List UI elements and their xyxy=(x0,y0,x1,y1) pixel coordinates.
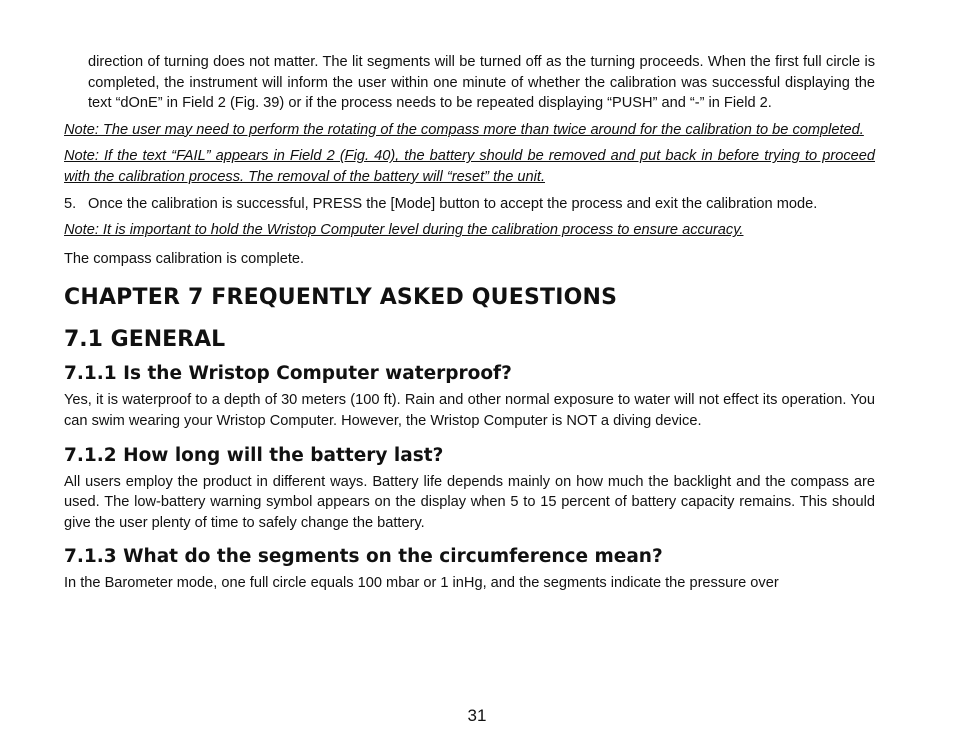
step-5 xyxy=(64,194,875,215)
note-level: Note: It is important to hold the Wristop Computer level during the calibration process to ensure accuracy. xyxy=(64,222,744,239)
note-fail: Note: If the text “FAIL” appears in Field 2 (Fig. 40), the battery should be removed and put back in before trying to proceed with the calibration process. The removal of the battery will “reset” the unit. xyxy=(64,148,875,185)
subsection-body-waterproof: Yes, it is waterproof to a depth of 30 meters (100 ft). Rain and other normal exposure to water will not effect its operation. You can swim wearing your Wristop Computer. However, the Wristop Computer is NOT a diving device. xyxy=(64,392,875,429)
subsection-body-segments: In the Barometer mode, one full circle equals 100 mbar or 1 inHg, and the segments indicate the pressure over xyxy=(64,575,779,592)
note-rotation: Note: The user may need to perform the rotating of the compass more than twice around for the calibration to be completed. xyxy=(64,121,864,138)
page-number: 31 xyxy=(467,706,487,725)
intro-paragraph: direction of turning does not matter. The lit segments will be turned off as the turning proceeds. When the first full circle is completed, the instrument will inform the user within one minute of whether the calibration was successful displaying the text “dOnE” in Field 2 (Fig. 39) or if the process needs to be repeated displaying “PUSH” and “-” in Field 2. xyxy=(88,54,875,112)
subsection-heading-segments: 7.1.3 What do the segments on the circumference mean? xyxy=(64,546,663,568)
subsection-heading-battery: 7.1.2 How long will the battery last? xyxy=(64,444,444,466)
step-5-text: Once the calibration is successful, PRESS the [Mode] button to accept the process and exit the calibration mode. xyxy=(88,195,818,212)
calibration-complete-text: The compass calibration is complete. xyxy=(64,250,305,267)
step-5-number: 5. xyxy=(64,195,77,212)
subsection-heading-waterproof: 7.1.1 Is the Wristop Computer waterproof? xyxy=(64,363,512,385)
document-page xyxy=(64,52,875,594)
subsection-body-battery: All users employ the product in different ways. Battery life depends mainly on how much the backlight and the compass are used. The low-battery warning symbol appears on the display when 5 to 15 percent of battery capacity remains. This should give the user plenty of time to safely change the battery. xyxy=(64,473,875,531)
section-heading: 7.1 GENERAL xyxy=(64,327,226,353)
chapter-heading: CHAPTER 7 FREQUENTLY ASKED QUESTIONS xyxy=(64,285,618,311)
